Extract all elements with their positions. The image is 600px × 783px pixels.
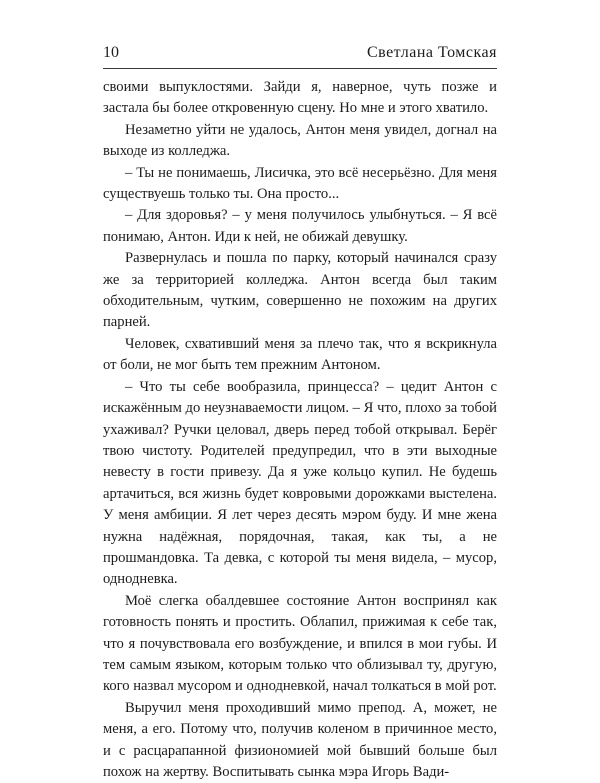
running-head-author: Светлана Томская	[366, 44, 497, 61]
paragraph: – Что ты себе вообразила, принцесса? – цедит Антон с искажённым до неузнаваемости лицом. – Я что, плохо за тобой ухаживал? Ручки целовал, дверь перед тобой открывал. Берёг твою чистоту. Родителей предупредил, что в эти выходные невесту в гости привезу. Да я уже кольцо купил. Не будешь артачиться, вся жизнь будет ковровыми дорожками выстелена. У меня амбиции. Я лет через десять мэром буду. И мне жена нужна надёжная, порядочная, такая, как ты, а не прошмандовка. Та девка, с которой ты меня видела, – мусор, однодневка.	[103, 378, 497, 588]
paragraph: Развернулась и пошла по парку, который начинался сразу же за территорией колледжа. Антон всегда был таким обходительным, чутким, совершенно не похожим на других парней.	[103, 250, 497, 331]
paragraph: Выручил меня проходивший мимо препод. А, может, не меня, а его. Потому что, получив коленом в причинное место, и с расцарапанной физиономией мой бывший больше был похож на жертву. Воспитывать сынка мэра Игорь Вади-	[103, 699, 497, 780]
page-header	[103, 36, 497, 69]
paragraph: – Ты не понимаешь, Лисичка, это всё несерьёзно. Для меня существуешь только ты. Она просто...	[103, 164, 497, 203]
book-text	[103, 77, 497, 783]
paragraph: Моё слегка обалдевшее состояние Антон воспринял как готовность понять и простить. Облапил, прижимая к себе так, что я почувствовала его возбуждение, и впился в мои губы. И тем самым языком, которым только что облизывал ту, другую, кого назвал мусором и однодневкой, начал толкаться в мой рот.	[103, 592, 497, 695]
page-number: 10	[103, 44, 119, 61]
paragraph: своими выпуклостями. Зайди я, наверное, чуть позже и застала бы более откровенную сцену. Но мне и этого хватило.	[103, 79, 497, 117]
paragraph: – Для здоровья? – у меня получилось улыбнуться. – Я всё понимаю, Антон. Иди к ней, не обижай девушку.	[103, 207, 497, 245]
paragraph: Человек, схвативший меня за плечо так, что я вскрикнула от боли, не мог быть тем прежним Антоном.	[103, 335, 497, 374]
paragraph: Незаметно уйти не удалось, Антон меня увидел, догнал на выходе из колледжа.	[103, 121, 497, 160]
